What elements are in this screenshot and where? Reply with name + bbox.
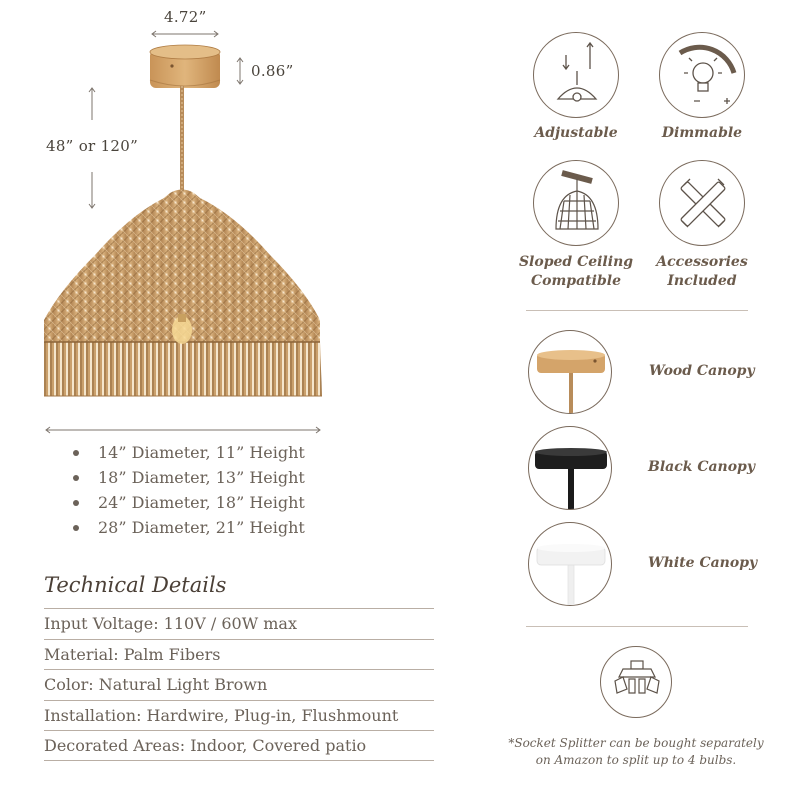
- canopy-width-label: 4.72”: [164, 8, 207, 26]
- socket-splitter-note: [500, 735, 772, 769]
- black-canopy-icon: [528, 426, 612, 510]
- tech-row-material: Material: Palm Fibers: [44, 639, 434, 670]
- technical-details-table: [44, 608, 434, 761]
- canopy-height-arrow: [237, 58, 243, 84]
- adjustable-icon: [533, 32, 619, 118]
- note-line-2: on Amazon to split up to 4 bulbs.: [535, 753, 737, 767]
- canopy-label-wood: Wood Canopy: [649, 363, 755, 379]
- canopy-height-label: 0.86”: [251, 62, 294, 80]
- sloped-ceiling-icon: [533, 160, 619, 246]
- canopy-label-black: Black Canopy: [648, 459, 755, 475]
- feature-label-dimmable: Dimmable: [661, 125, 743, 141]
- canopy-label-white: White Canopy: [648, 555, 758, 571]
- dimmable-icon: [659, 32, 745, 118]
- feature-label-sloped-line1: Sloped Ceiling: [518, 254, 634, 270]
- accessories-icon: [659, 160, 745, 246]
- shade-diameter-arrow: [46, 427, 320, 433]
- white-canopy-icon: [528, 522, 612, 606]
- size-item: 18” Diameter, 13” Height: [70, 465, 305, 490]
- wood-canopy-shape: [150, 45, 220, 88]
- tech-row-voltage: Input Voltage: 110V / 60W max: [44, 608, 434, 639]
- size-item: 28” Diameter, 21” Height: [70, 515, 305, 540]
- feature-label-sloped-line2: Compatible: [531, 273, 621, 289]
- cord-length-label: 48” or 120”: [46, 137, 139, 155]
- size-list: [70, 440, 305, 540]
- rattan-shade: [44, 190, 322, 397]
- features-divider: [526, 310, 748, 311]
- tech-row-color: Color: Natural Light Brown: [44, 669, 434, 700]
- tech-row-areas: Decorated Areas: Indoor, Covered patio: [44, 730, 434, 761]
- canopy-width-arrow: [152, 31, 218, 37]
- pendant-lamp-illustration: [0, 0, 480, 440]
- technical-details-title: Technical Details: [44, 573, 227, 597]
- feature-label-accessories-line1: Accessories: [656, 254, 748, 270]
- tech-row-installation: Installation: Hardwire, Plug-in, Flushmount: [44, 700, 434, 731]
- size-item: 14” Diameter, 11” Height: [70, 440, 305, 465]
- socket-splitter-icon: [600, 646, 672, 718]
- feature-label-adjustable: Adjustable: [534, 125, 618, 141]
- note-line-1: *Socket Splitter can be bought separately: [508, 736, 764, 750]
- canopy-divider: [526, 626, 748, 627]
- size-item: 24” Diameter, 18” Height: [70, 490, 305, 515]
- wood-canopy-icon: [528, 330, 612, 414]
- feature-label-accessories-line2: Included: [667, 273, 737, 289]
